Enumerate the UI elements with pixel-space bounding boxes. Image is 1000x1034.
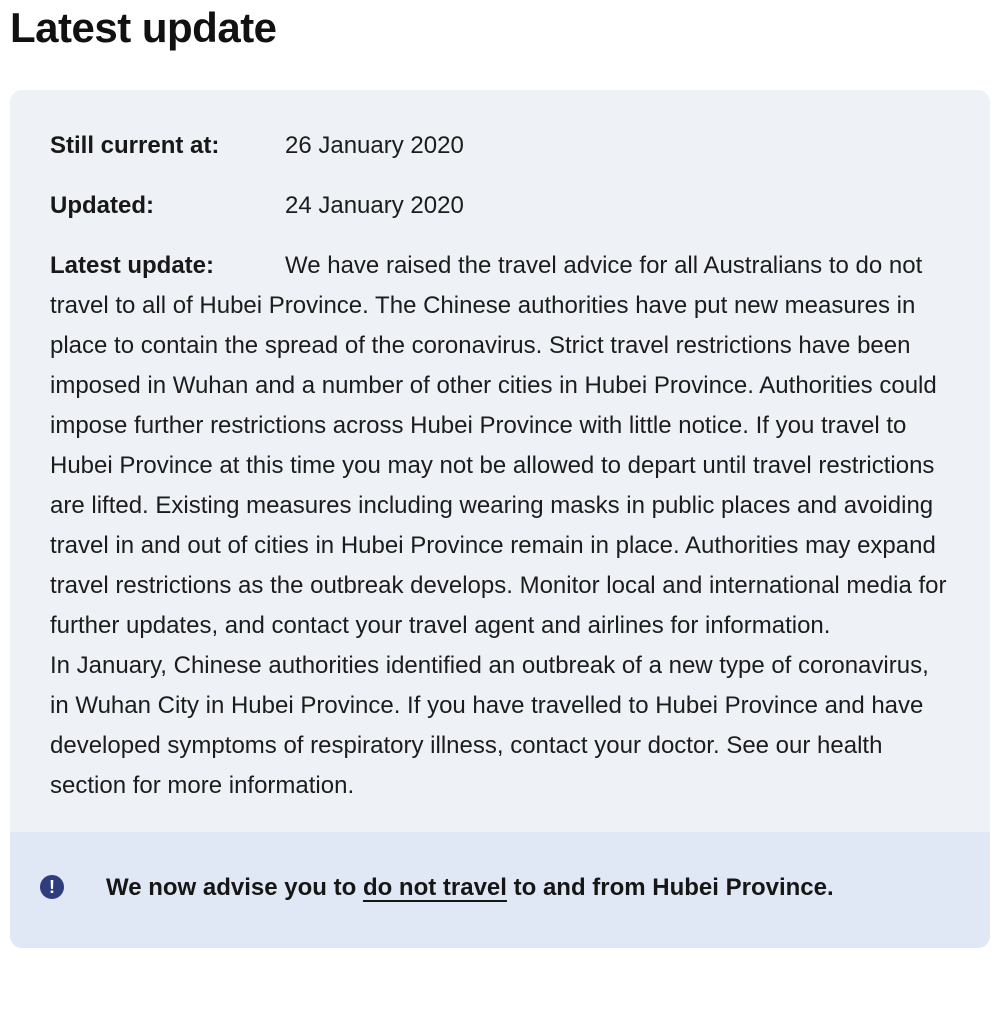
advice-alert [10,832,990,948]
updated-row [50,186,950,226]
do-not-travel-link[interactable]: do not travel [362,874,507,901]
still-current-label: Still current at: [50,132,220,159]
update-panel [10,90,990,948]
still-current-value: 26 January 2020 [285,132,464,159]
latest-update-text-2: In January, Chinese authorities identified an outbreak of a new type of coronavirus, in Wuhan City in Hubei Province. If you have travelled to Hubei Province and have developed symptoms of respiratory illness, contact your doctor. See our health section for more information. [50,652,929,799]
still-current-row [50,126,950,166]
update-panel-content [10,90,990,832]
latest-update-row [50,246,950,806]
page-title: Latest update [10,4,277,51]
latest-update-label: Latest update: [50,252,215,279]
advice-alert-text-after: to and from Hubei Province. [506,874,834,901]
exclamation-circle-icon: ! [40,875,64,899]
updated-label: Updated: [50,192,154,219]
updated-value: 24 January 2020 [285,192,464,219]
advice-alert-text [106,868,834,908]
latest-update-text-1: We have raised the travel advice for all Australians to do not travel to all of Hubei Province. The Chinese authorities have put new measures in place to contain the spread of the coronavirus. Strict travel restrictions have been imposed in Wuhan and a number of other cities in Hubei Province. Authorities could impose further restrictions across Hubei Province with little notice. If you travel to Hubei Province at this time you may not be allowed to depart until travel restrictions are lifted. Existing measures including wearing masks in public places and avoiding travel in and out of cities in Hubei Province remain in place. Authorities may expand travel restrictions as the outbreak develops. Monitor local and international media for further updates, and contact your travel agent and airlines for information. [50,252,947,639]
advice-alert-text-before: We now advise you to [106,874,363,901]
